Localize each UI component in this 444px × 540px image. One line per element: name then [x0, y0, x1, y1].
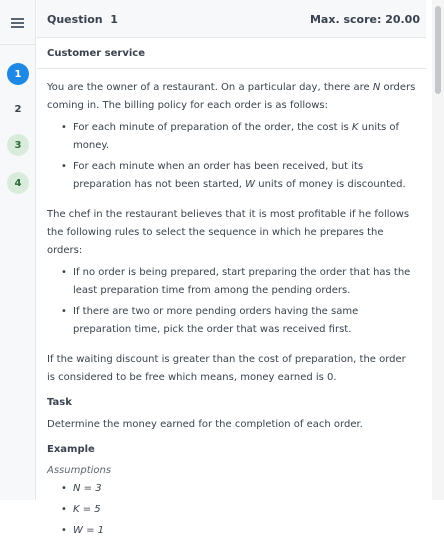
free-order-paragraph: If the waiting discount is greater than the cost of preparation, the order is considered to be free which means, money earned is 0. — [47, 354, 406, 383]
question-content — [37, 39, 426, 536]
hamburger-menu-icon[interactable] — [9, 14, 27, 30]
question-header — [37, 0, 426, 38]
assumptions-label: Assumptions — [47, 465, 112, 476]
question-nav-4[interactable]: 4 — [7, 172, 29, 194]
example-heading: Example — [47, 444, 95, 455]
question-sidebar — [0, 0, 36, 500]
scrollbar-thumb[interactable] — [435, 6, 441, 94]
chef-paragraph: The chef in the restaurant believes that it is most profitable if he follows the following rules to select the sequence in which he prepares the orders: — [47, 209, 410, 256]
intro-text-2: orders coming in. The billing policy for each order is as follows: — [47, 82, 416, 111]
intro-text-1: You are the owner of a restaurant. On a particular day, there are — [47, 82, 373, 93]
assumption-n: N = 3 — [73, 483, 102, 494]
billing-list — [61, 119, 416, 194]
billing-text: For each minute when an order has been received, but its preparation has not been started, — [73, 161, 364, 190]
section-divider — [37, 68, 426, 69]
max-score: Max. score: 20.00 — [309, 13, 420, 26]
section-title: Customer service — [47, 48, 145, 59]
question-number: 1 — [110, 13, 118, 26]
list-item — [61, 501, 416, 519]
var-n: N — [372, 82, 381, 93]
question-nav-1[interactable]: 1 — [7, 63, 29, 85]
list-item: • If there are two or more pending orders having the same preparation time, pick the order that was received first. — [61, 303, 416, 339]
var-w: W — [245, 179, 256, 190]
billing-text: units of money is discounted. — [255, 179, 406, 190]
task-heading: Task — [47, 397, 72, 408]
billing-text: For each minute of preparation of the order, the cost is — [73, 122, 352, 133]
assumption-k: K = 5 — [73, 504, 101, 515]
list-item — [61, 158, 416, 194]
list-item: • If no order is being prepared, start preparing the order that has the least preparation time from among the pending orders. — [61, 264, 416, 300]
question-prefix: Question — [47, 13, 103, 26]
list-item — [61, 119, 416, 155]
question-nav-2[interactable]: 2 — [14, 103, 22, 115]
sidebar-divider — [0, 44, 36, 45]
billing-text: units of money. — [73, 122, 400, 151]
list-item — [61, 522, 416, 540]
question-nav-3[interactable]: 3 — [7, 134, 29, 156]
intro-paragraph — [47, 79, 416, 115]
assumption-w: W = 1 — [73, 525, 104, 536]
var-k: K — [351, 122, 359, 133]
assumptions-list — [61, 480, 416, 540]
rules-list — [61, 264, 416, 339]
task-text: Determine the money earned for the completion of each order. — [47, 419, 363, 430]
question-title — [47, 13, 118, 26]
list-item — [61, 480, 416, 498]
